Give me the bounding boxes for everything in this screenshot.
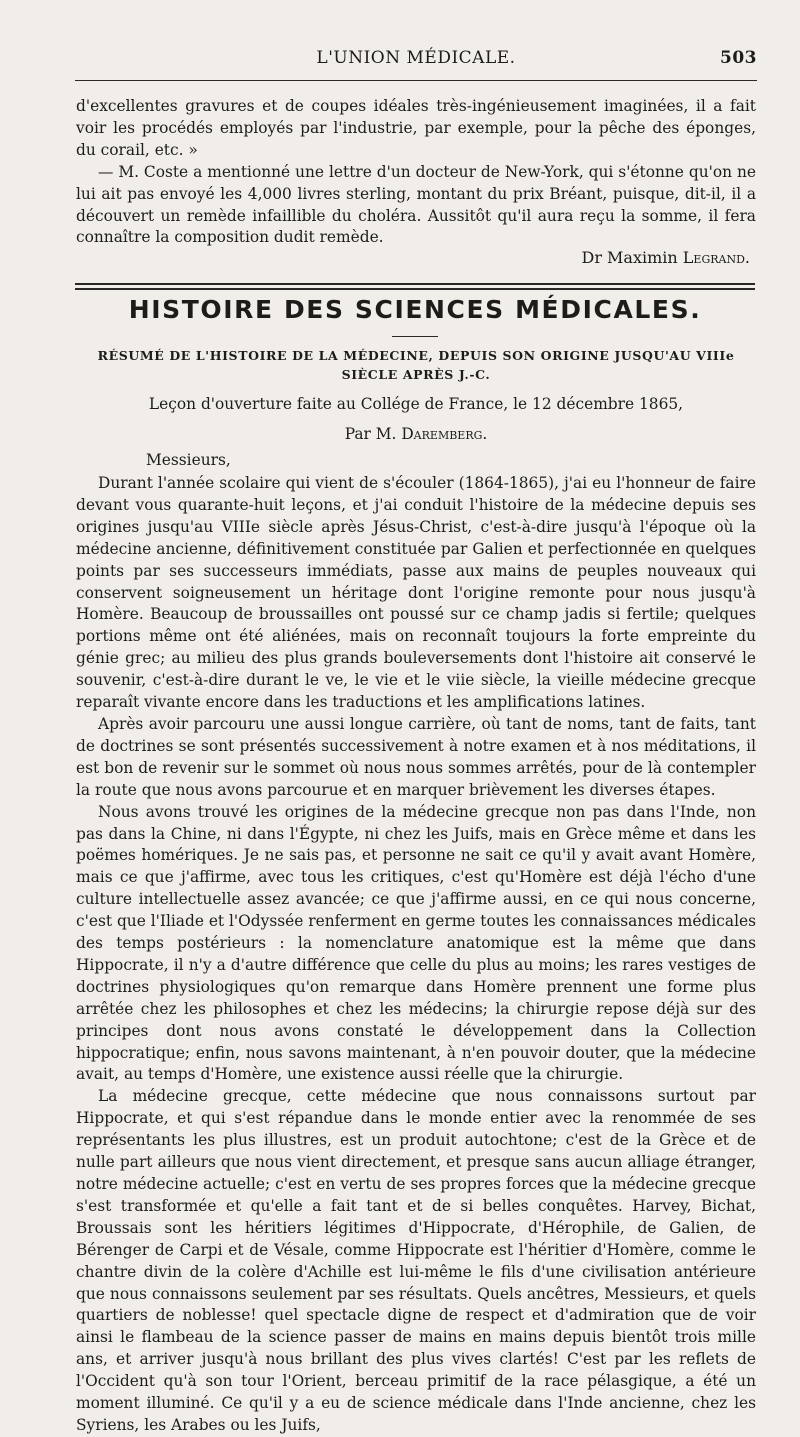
paragraph: Après avoir parcouru une aussi longue carrière, où tant de noms, tant de faits, tant de doctrines se sont présentés successivement à notre examen et à nos méditations, il est bon de revenir sur le sommet où nous nous sommes arrêtés, pour de là contempler la route que nous avons parcourue et en marquer brièvement les diverses étapes. (76, 714, 756, 799)
author-byline (76, 425, 756, 443)
lecture-subtitle: Leçon d'ouverture faite au Collége de France, le 12 décembre 1865, (148, 395, 684, 413)
paragraph: La médecine grecque, cette médecine que nous connaissons surtout par Hippocrate, et qui s'est répandue dans le monde entier avec la renommée de ses représentants les plus illustres, est un produit autochtone; c'est de la Grèce et de nulle part ailleurs que nous vient directement, et presque sans aucun alliage étranger, notre médecine actuelle; c'est en vertu de ses propres forces que la médecine grecque s'est transformée et qu'elle a fait tant et de si belles conquêtes. Harvey, Bichat, Broussais sont les héritiers légitimes d'Hippocrate, d'Hérophile, de Galien, de Bérenger de Carpi et de Vésale, comme Hippocrate est l'héritier d'Homère, comme le chantre divin de la colère d'Achille est lui-même le fils d'une civilisation antérieure que nous connaissons seulement par ses résultats. Quels ancêtres, Messieurs, et quels quartiers de noblesse! quel spectacle digne de respect et d'admiration que de voir ainsi le flambeau de la science passer de mains en mains depuis bientôt trois mille ans, et arriver jusqu'à nous brillant des plus vives clartés! C'est par les reflets de l'Occident qu'à son tour l'Orient, berceau primitif de la race pélasgique, a été un moment illuminé. Ce qu'il y a eu de science médicale dans l'Inde ancienne, chez les Syriens, les Arabes ou les Juifs, (76, 1087, 756, 1434)
article-body (76, 473, 756, 1437)
running-title: L'UNION MÉDICALE. (316, 48, 516, 68)
author-name: Daremberg. (401, 425, 488, 443)
page-number: 503 (720, 48, 757, 68)
greeting: Messieurs, (146, 451, 231, 469)
paragraph: d'excellentes gravures et de coupes idéales très-ingénieusement imaginées, il a fait voir les procédés employés par l'industrie, par exemple, pour la pêche des éponges, du corail, etc. » (76, 97, 756, 159)
previous-article-text (76, 96, 756, 249)
author-prefix: Par M. (344, 425, 402, 443)
paragraph: Nous avons trouvé les origines de la médecine grecque non pas dans l'Inde, non pas dans la Chine, ni dans l'Égypte, ni chez les Juifs, mais en Grèce même et dans les poëmes homériques. Je ne sais pas, et personne ne sait ce qu'il y avait avant Homère, mais ce que j'affirme, avec tous les critiques, c'est qu'Homère est déjà l'écho d'une culture intellectuelle assez avancée; ce que j'affirme aussi, en ce qui nous concerne, c'est que l'Iliade et l'Odyssée renferment en germe toutes les connaissances médicales des temps postérieurs : la nomenclature anatomique est la même que dans Hippocrate, il n'y a d'autre différence que celle du plus au moins; les rares vestiges de doctrines physiologiques qu'on remarque dans Homère prennent une forme plus arrêtée chez les philosophes et chez les médecins; la chirurgie repose déjà sur des principes dont nous avons constaté le développement dans la Collection hippocratique; enfin, nous savons maintenant, à n'en pouvoir douter, que la médecine avait, au temps d'Homère, une existence aussi réelle que la chirurgie. (76, 802, 756, 1084)
section-rule-top (75, 283, 755, 285)
signature-prefix: Dr Maximin (581, 248, 683, 267)
header-rule (75, 80, 757, 81)
paragraph: — M. Coste a mentionné une lettre d'un docteur de New-York, qui s'étonne qu'on ne lui ait pas envoyé les 4,000 livres sterling, montant du prix Bréant, puisque, dit-il, il a découvert un remède infaillible du choléra. Aussitôt qu'il aura reçu la somme, il fera connaître la composition dudit remède. (76, 162, 756, 247)
paragraph: Durant l'année scolaire qui vient de s'écouler (1864-1865), j'ai eu l'honneur de faire devant vous quarante-huit leçons, et j'ai conduit l'histoire de la médecine depuis ses origines jusqu'au VIIIe siècle après Jésus-Christ, c'est-à-dire jusqu'à l'époque où la médecine ancienne, définitivement constituée par Galien et perfectionnée en quelques points par ses successeurs immédiats, passe aux mains de peuples nouveaux qui conservent soigneusement un héritage dont l'origine remonte pour nous jusqu'à Homère. Beaucoup de broussailles ont poussé sur ce champ jadis si fertile; quelques portions même ont été aliénées, mais on reconnaît toujours la forte empreinte du génie grec; au milieu des plus grands bouleversements dont l'histoire ait conservé le souvenir, c'est-à-dire durant le ve, le vie et le viie siècle, la vieille médecine grecque reparaît vivante encore dans les traductions et les amplifications latines. (76, 474, 756, 712)
section-rule-bottom (75, 288, 755, 290)
running-head (75, 48, 757, 72)
title-separator (392, 336, 438, 337)
article-summary: RÉSUMÉ DE L'HISTOIRE DE LA MÉDECINE, DEPUIS SON ORIGINE JUSQU'AU VIIIe SIÈCLE APRÈS J.-C. (97, 348, 735, 382)
section-title: HISTOIRE DES SCIENCES MÉDICALES. (128, 295, 702, 324)
signature (581, 248, 750, 267)
signature-name: Legrand. (682, 248, 750, 267)
